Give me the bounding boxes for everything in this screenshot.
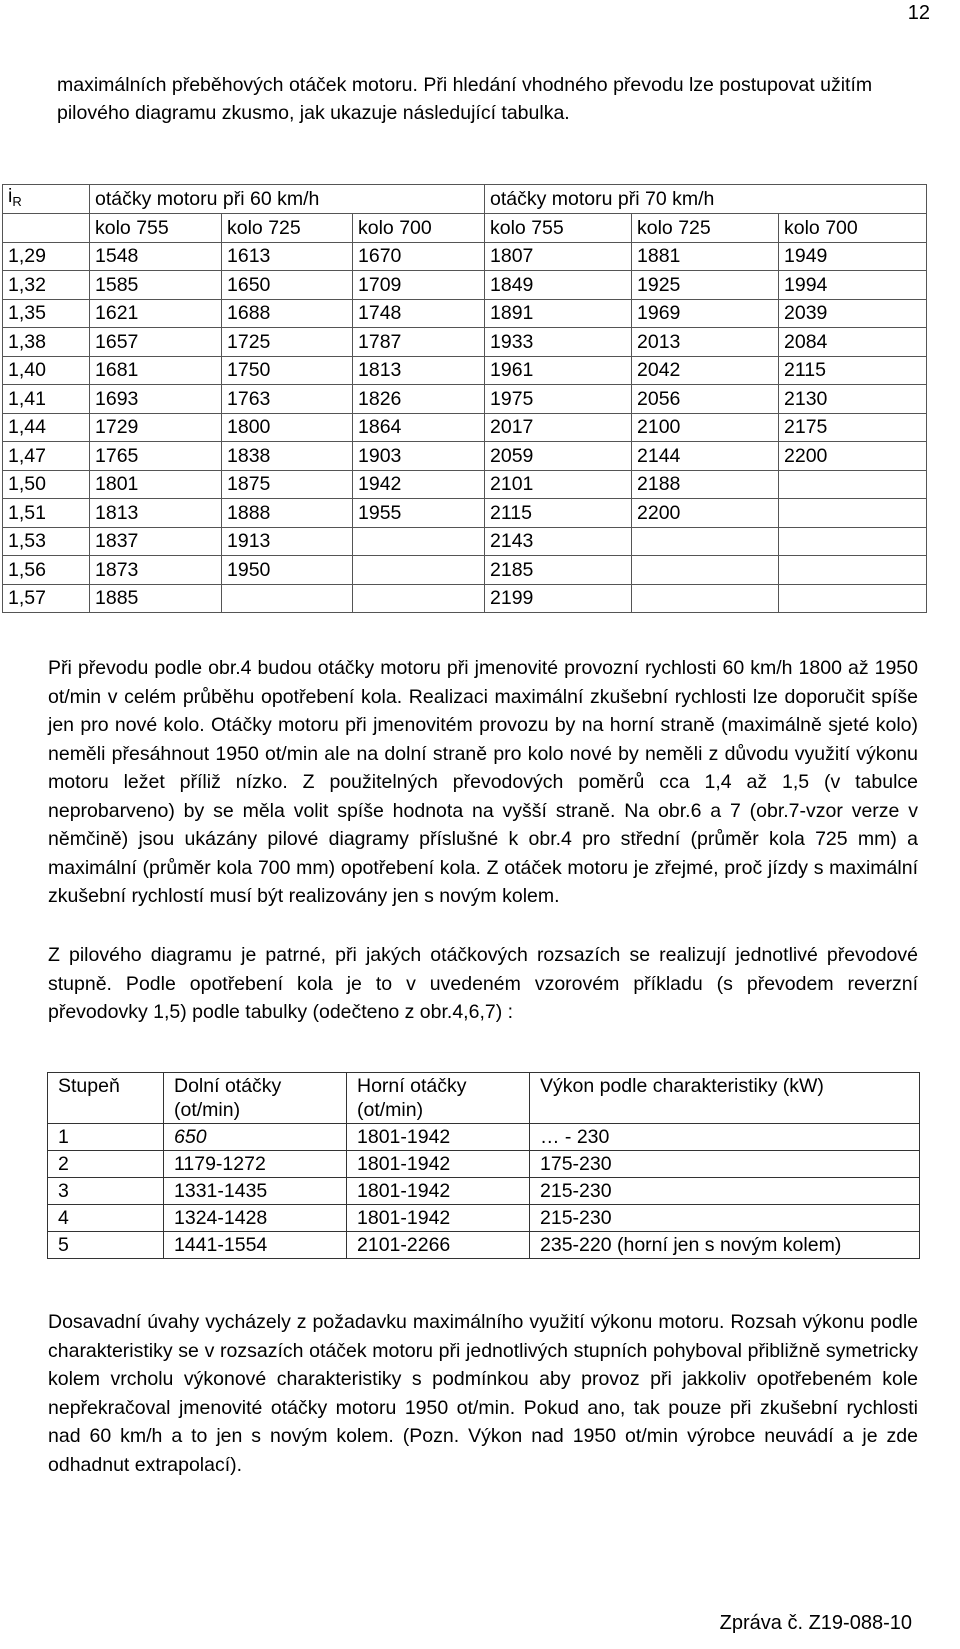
rpm-cell: 1613 <box>222 242 353 271</box>
ratio-cell: 1,35 <box>3 299 90 328</box>
stage-cell: 5 <box>48 1232 164 1259</box>
lower-rpm-cell: 1179-1272 <box>164 1151 347 1178</box>
upper-rpm-header: Horní otáčky (ot/min) <box>347 1073 530 1124</box>
table-row <box>3 470 927 499</box>
ratio-cell: 1,47 <box>3 442 90 471</box>
table-row <box>48 1205 920 1232</box>
rpm-cell: 1881 <box>632 242 779 271</box>
stage-cell: 2 <box>48 1151 164 1178</box>
rpm-cell: 1994 <box>779 271 927 300</box>
rpm-cell: 1681 <box>90 356 222 385</box>
lower-rpm-cell: 650 <box>164 1124 347 1151</box>
rpm-cell: 1765 <box>90 442 222 471</box>
rpm-cell: 1925 <box>632 271 779 300</box>
rpm-cell <box>779 527 927 556</box>
ratio-cell: 1,41 <box>3 385 90 414</box>
rpm-cell: 1750 <box>222 356 353 385</box>
rpm-cell: 1813 <box>353 356 485 385</box>
ratio-cell: 1,32 <box>3 271 90 300</box>
intro-paragraph: maximálních přeběhových otáček motoru. Při hledání vhodného převodu lze postupovat užitím pilového diagramu zkusmo, jak ukazuje následující tabulka. <box>57 74 873 124</box>
power-cell: … - 230 <box>530 1124 920 1151</box>
table-row <box>3 299 927 328</box>
ratio-cell: 1,57 <box>3 584 90 613</box>
rpm-cell: 1800 <box>222 413 353 442</box>
table-row <box>3 328 927 357</box>
rpm-cell: 1670 <box>353 242 485 271</box>
rpm-cell <box>632 584 779 613</box>
rpm-cell: 1748 <box>353 299 485 328</box>
rpm-cell: 1950 <box>222 556 353 585</box>
rpm-cell: 1969 <box>632 299 779 328</box>
rpm-cell: 2199 <box>485 584 632 613</box>
rpm-cell: 1942 <box>353 470 485 499</box>
wheel-header: kolo 755 <box>90 214 222 243</box>
rpm-cell: 2101 <box>485 470 632 499</box>
rpm-cell: 1838 <box>222 442 353 471</box>
table-row <box>3 385 927 414</box>
rpm-cell <box>779 556 927 585</box>
rpm-cell: 1975 <box>485 385 632 414</box>
rpm-cell: 1650 <box>222 271 353 300</box>
ratio-cell: 1,56 <box>3 556 90 585</box>
rpm-cell <box>353 584 485 613</box>
lower-rpm-cell: 1331-1435 <box>164 1178 347 1205</box>
rpm-cell: 1933 <box>485 328 632 357</box>
stage-cell: 4 <box>48 1205 164 1232</box>
power-header: Výkon podle charakteristiky (kW) <box>530 1073 920 1124</box>
rpm-cell: 1693 <box>90 385 222 414</box>
rpm-cell: 2144 <box>632 442 779 471</box>
table-row <box>48 1178 920 1205</box>
gear-ratio-table <box>2 184 927 613</box>
rpm-cell: 2017 <box>485 413 632 442</box>
rpm-cell: 2115 <box>485 499 632 528</box>
rpm-cell <box>632 556 779 585</box>
table-row <box>48 1232 920 1259</box>
rpm-cell: 1885 <box>90 584 222 613</box>
rpm-cell <box>222 584 353 613</box>
rpm-cell: 2143 <box>485 527 632 556</box>
table-row <box>3 556 927 585</box>
rpm-cell: 1688 <box>222 299 353 328</box>
table-row <box>3 499 927 528</box>
rpm-cell: 1801 <box>90 470 222 499</box>
rpm-cell: 1903 <box>353 442 485 471</box>
rpm-60-header: otáčky motoru při 60 km/h <box>90 185 485 214</box>
rpm-cell: 2084 <box>779 328 927 357</box>
rpm-cell: 1763 <box>222 385 353 414</box>
rpm-cell: 1585 <box>90 271 222 300</box>
rpm-cell: 1849 <box>485 271 632 300</box>
rpm-cell: 1873 <box>90 556 222 585</box>
rpm-cell: 1548 <box>90 242 222 271</box>
page-number: 12 <box>907 2 930 24</box>
ir-header-blank <box>3 214 90 243</box>
rpm-cell <box>779 499 927 528</box>
gear-stage-table <box>47 1072 920 1259</box>
table-row <box>3 527 927 556</box>
rpm-cell: 2200 <box>632 499 779 528</box>
wheel-header: kolo 755 <box>485 214 632 243</box>
rpm-cell: 1826 <box>353 385 485 414</box>
rpm-cell: 1709 <box>353 271 485 300</box>
rpm-cell <box>353 527 485 556</box>
rpm-cell: 1621 <box>90 299 222 328</box>
rpm-cell: 1807 <box>485 242 632 271</box>
rpm-cell: 1949 <box>779 242 927 271</box>
rpm-cell: 2039 <box>779 299 927 328</box>
paragraph-saw-diagram: Z pilového diagramu je patrné, při jakých otáčkových rozsazích se realizují jednotlivé převodové stupně. Podle opotřebení kola je to v uvedeném vzorovém příkladu (s převodem reverzní převodovky 1,5) podle tabulky (odečteno z obr.4,6,7) : <box>48 944 918 1023</box>
paragraph-wear-rpm: Při převodu podle obr.4 budou otáčky motoru při jmenovité provozní rychlosti 60 km/h 1800 až 1950 ot/min v celém průběhu opotřebení kola. Realizaci maximální zkušební rychlosti lze doporučit spíše jen pro nové kolo. Otáčky motoru při jmenovitém provozu by na horní straně (maximálně sjeté kolo) neměli přesáhnout 1950 ot/min ale na dolní straně pro kolo nové by neměli z důvodu využití výkonu motoru ležet příliž nízko. Z použitelných převodových poměrů cca 1,4 až 1,5 (v tabulce neprobarveno) by se měla volit spíše hodnota na vyšší straně. Na obr.6 a 7 (obr.7-vzor verze v němčině) jsou ukázány pilové diagramy příslušné k obr.4 pro střední (průměr kola 725 mm) a maximální (průměr kola 700 mm) opotřebení kola. Z otáček motoru je zřejmé, proč jízdy s maximální zkušební rychlostí musí být realizovány jen s novým kolem. <box>48 657 918 907</box>
stage-cell: 1 <box>48 1124 164 1151</box>
lower-rpm-header: Dolní otáčky (ot/min) <box>164 1073 347 1124</box>
rpm-cell: 1813 <box>90 499 222 528</box>
ratio-cell: 1,40 <box>3 356 90 385</box>
ratio-cell: 1,38 <box>3 328 90 357</box>
table-row <box>3 271 927 300</box>
rpm-cell <box>632 527 779 556</box>
rpm-cell: 1888 <box>222 499 353 528</box>
wheel-header: kolo 725 <box>222 214 353 243</box>
rpm-cell <box>779 584 927 613</box>
ratio-cell: 1,53 <box>3 527 90 556</box>
rpm-cell: 2042 <box>632 356 779 385</box>
rpm-cell: 2185 <box>485 556 632 585</box>
rpm-cell <box>353 556 485 585</box>
table-row <box>3 242 927 271</box>
rpm-cell: 1955 <box>353 499 485 528</box>
table-row <box>3 442 927 471</box>
rpm-cell: 2200 <box>779 442 927 471</box>
rpm-cell: 1729 <box>90 413 222 442</box>
ratio-cell: 1,51 <box>3 499 90 528</box>
report-footer: Zpráva č. Z19-088-10 <box>719 1612 912 1634</box>
rpm-cell: 1787 <box>353 328 485 357</box>
rpm-cell: 2188 <box>632 470 779 499</box>
ratio-cell: 1,50 <box>3 470 90 499</box>
power-cell: 235-220 (horní jen s novým kolem) <box>530 1232 920 1259</box>
ratio-cell: 1,29 <box>3 242 90 271</box>
upper-rpm-cell: 1801-1942 <box>347 1151 530 1178</box>
rpm-cell <box>779 470 927 499</box>
rpm-cell: 1875 <box>222 470 353 499</box>
upper-rpm-cell: 1801-1942 <box>347 1178 530 1205</box>
table-row <box>3 356 927 385</box>
table-row <box>3 413 927 442</box>
power-cell: 215-230 <box>530 1205 920 1232</box>
rpm-cell: 2059 <box>485 442 632 471</box>
lower-rpm-cell: 1441-1554 <box>164 1232 347 1259</box>
rpm-cell: 2115 <box>779 356 927 385</box>
rpm-cell: 2175 <box>779 413 927 442</box>
power-cell: 175-230 <box>530 1151 920 1178</box>
rpm-cell: 1837 <box>90 527 222 556</box>
lower-rpm-cell: 1324-1428 <box>164 1205 347 1232</box>
rpm-cell: 2100 <box>632 413 779 442</box>
upper-rpm-cell: 1801-1942 <box>347 1205 530 1232</box>
table-row <box>48 1151 920 1178</box>
wheel-header: kolo 700 <box>353 214 485 243</box>
rpm-cell: 2013 <box>632 328 779 357</box>
upper-rpm-cell: 1801-1942 <box>347 1124 530 1151</box>
wheel-header: kolo 700 <box>779 214 927 243</box>
table-row <box>3 584 927 613</box>
stage-header: Stupeň <box>48 1073 164 1124</box>
rpm-cell: 1864 <box>353 413 485 442</box>
rpm-cell: 1725 <box>222 328 353 357</box>
rpm-cell: 2130 <box>779 385 927 414</box>
power-cell: 215-230 <box>530 1178 920 1205</box>
ir-header: $i_R$ <box>3 185 90 214</box>
paragraph-conclusion: Dosavadní úvahy vycházely z požadavku maximálního využití výkonu motoru. Rozsah výkonu podle charakteristiky se v rozsazích otáček motoru při jednotlivých stupních pohyboval přibližně symetricky kolem vrcholu výkonové charakteristiky s podmínkou aby provoz při jakkoliv opotřebeném kole nepřekračoval jmenovité otáčky motoru 1950 ot/min. Pokud ano, tak pouze při zkušební rychlosti nad 60 km/h a to jen s novým kolem. (Pozn. Výkon nad 1950 ot/min výrobce neuvádí a je zde odhadnut extrapolací). <box>48 1311 918 1476</box>
rpm-cell: 2056 <box>632 385 779 414</box>
table-row <box>48 1124 920 1151</box>
rpm-70-header: otáčky motoru při 70 km/h <box>485 185 927 214</box>
rpm-cell: 1961 <box>485 356 632 385</box>
rpm-cell: 1657 <box>90 328 222 357</box>
rpm-cell: 1913 <box>222 527 353 556</box>
rpm-cell: 1891 <box>485 299 632 328</box>
upper-rpm-cell: 2101-2266 <box>347 1232 530 1259</box>
ratio-cell: 1,44 <box>3 413 90 442</box>
wheel-header: kolo 725 <box>632 214 779 243</box>
stage-cell: 3 <box>48 1178 164 1205</box>
